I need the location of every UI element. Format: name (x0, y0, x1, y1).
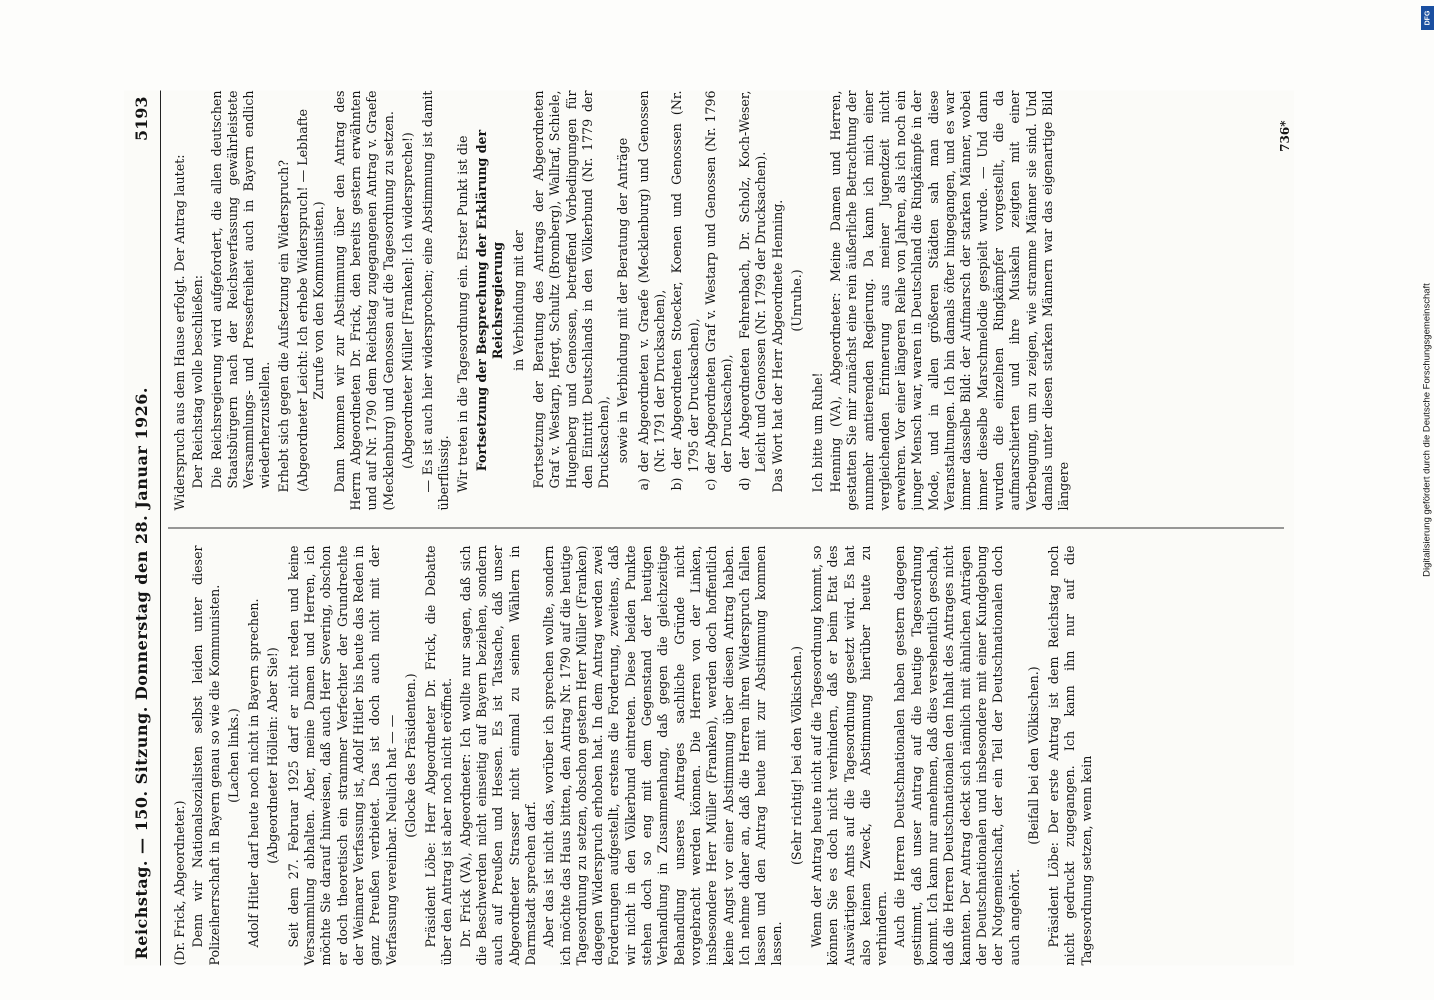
column-divider (168, 528, 1284, 529)
motion-intro: Der Reichstag wolle beschließen: (190, 274, 206, 489)
page-header (124, 91, 161, 966)
paragraph: Dann kommen wir zur Abstimmung über den Antrag des Herrn Abgeordneten Dr. Frick, den bereits gestern erwähnten und auf Nr. 1790 dem Reichstag zugegangenen Antrag v. Graefe (Mecklenburg) und Genossen auf die Tagesordnung zu setzen. (331, 90, 396, 511)
interjection: (Abgeordneter Höllein: Aber Sie!) (265, 647, 281, 864)
speaker-paragraph: Präsident Löbe: Herr Abgeordneter Dr. Frick, die Debatte über den Antrag ist aber noch nicht eröffnet. (423, 545, 455, 966)
paragraph: Wenn der Antrag heute nicht auf die Tagesordnung kommt, so können Sie es doch nicht verhindern, daß er beim Etat des Auswärtigen Amts auf die Tagesordnung gesetzt wird. Es hat also keinen Zweck, die Abstimmung hierüber heute zu verhindern. (808, 545, 890, 966)
agenda-item: Fortsetzung der Beratung des Antrags der Abgeordneten Graf v. Westarp, Hergt, Schultz (Bromberg), Wallraf, Schiele, Hugenberg und Genossen, betreffend Vorbedingungen für den Eintritt Deutschlands in den Völkerbund (Nr. 1779 der Drucksachen), (530, 90, 612, 489)
paragraph: Auch die Herren Deutschnationalen haben gestern dagegen gestimmt, daß unser Antrag auf die heutige Tagesordnung kommt. Ich kann nur annehmen, daß dies versehentlich geschah, daß die Herren Deutschnationalen den Inhalt des Antrages nicht kannten. Der Antrag deckt sich nämlich mit ähnlichen Anträgen der Deutschnationalen und insbesondere mit einer Kundgebung der Notgemeinschaft, der ein Teil der Deutschnationalen doch auch angehört. (892, 545, 1022, 966)
interjection: (Glocke des Präsidenten.) (402, 673, 418, 838)
agenda-heading: Fortsetzung der Besprechung der Erklärung der Reichsregierung (474, 129, 506, 472)
interjection: (Abgeordneter Müller [Franken]: Ich widerspreche!) (399, 132, 415, 469)
agenda-connector: sowie in Verbindung mit der Beratung der Anträge (615, 137, 631, 464)
interjection: (Abgeordneter Leicht: Ich erhebe Widerspruch! — Lebhafte Zurufe von den Kommunisten.) (295, 109, 327, 492)
paragraph: — Es ist auch hier widersprochen; eine Abstimmung ist damit überflüssig. (420, 90, 452, 511)
motion-c: c) der Abgeordneten Graf v. Westarp und Genossen (Nr. 1796 der Drucksachen), (702, 90, 735, 491)
header-title: Reichstag. — 150. Sitzung. Donnerstag den 28. Januar 1926. (132, 387, 151, 960)
paragraph: Ich bitte um Ruhe! (809, 372, 825, 493)
speaker-paragraph: Präsident Löbe: Der erste Antrag ist dem Reichstag noch nicht gedruckt zugegangen. Ich kann ihn nur auf die Tagesordnung setzen, wenn kein (1046, 545, 1094, 966)
paragraph: Aber das ist nicht das, worüber ich sprechen wollte, sondern ich möchte das Haus bitten, den Antrag Nr. 1790 auf die heutige Tagesordnung zu setzen, obschon gestern Herr Müller (Franken) dagegen Widerspruch erhoben hat. In dem Antrag werden zwei Forderungen aufgestellt, erstens die Forderung, zweitens, daß wir nicht in den Völkerbund eintreten. Diese beiden Punkte stehen doch so eng mit dem Gegenstand der heutigen Verhandlung in Zusammenhang, daß gegen die gleichzeitige Behandlung unseres Antrages sachliche Gründe nicht vorgebracht werden können. Die Herren von der Linken, insbesondere Herr Müller (Franken), werden doch hoffentlich keine Angst vor einer Abstimmung über diesen Antrag haben. Ich nehme daher an, daß die Herren ihren Widerspruch fallen lassen und den Antrag heute mit zur Abstimmung kommen lassen. (541, 545, 785, 966)
paragraph: Denn wir Nationalsozialisten selbst leiden unter dieser Polizeiherrschaft in Bayern genau so wie die Kommunisten. (190, 545, 222, 966)
speaker-continuation: (Dr. Frick, Abgeordneter.) (172, 800, 187, 966)
page-number: 5193 (132, 96, 151, 142)
speaker-paragraph: Dr. Frick (VA), Abgeordneter: Ich wollte nur sagen, daß sich die Beschwerden nicht einseitig auf Bayern beziehen, sondern auch auf Preußen und Hessen. Es ist Tatsache, daß unser Abgeordneter Strasser nicht einmal zu seinen Wählern in Darmstadt sprechen darf. (457, 545, 538, 966)
speaker-paragraph: Henning (VA), Abgeordneter: Meine Damen und Herren, gestatten Sie mir zunächst eine rein äußerliche Betrachtung der nunmehr amtierenden Regierung. Da kann ich mich einer vergleichenden Erinnerung aus meiner Jugendzeit nicht erwehren. Vor einer längeren Reihe von Jahren, als ich noch ein junger Mensch war, waren in Deutschland die Ringkämpfe in der Mode, und in allen größeren Städten sah man diese Veranstaltungen. Ich bin damals öfter hingegangen, und es war immer dasselbe Bild: der Aufmarsch der starken Männer, wobei immer dieselbe Marschmelodie gespielt wurde. — Und dann wurden die einzelnen Ringkämpfer vorgestellt, die da aufmarschierten und ihre Muskeln zeigten mit einer Verbeugung, um zu zeigen, wie stramme Männer sie sind. Und damals unter diesen starken Männern war das eigenartige Bild längere (827, 90, 1072, 511)
paragraph: Widerspruch aus dem Hause erfolgt. Der Antrag lautet: (172, 154, 187, 511)
paragraph: Das Wort hat der Herr Abgeordnete Henning. (770, 199, 786, 493)
interjection: (Sehr richtig! bei den Völkischen.) (788, 645, 804, 866)
agenda-connector: in Verbindung mit der (510, 230, 526, 371)
motion-d: d) der Abgeordneten Fehrenbach, Dr. Scholz, Koch-Weser, Leicht und Genossen (Nr. 1799 der Drucksachen). (736, 90, 768, 491)
interjection: (Beifall bei den Völkischen.) (1025, 666, 1041, 845)
credit-text: Digitalisierung gefördert durch die Deutsche Forschungsgemeinschaft (1421, 283, 1433, 577)
paragraph: Wir treten in die Tagesordnung ein. Erster Punkt ist die (454, 135, 470, 493)
right-column (172, 91, 1282, 511)
motion-text: Die Reichsregierung wird aufgefordert, die allen deutschen Staatsbürgern nach der Reichsverfassung gewährleistete Versammlungs- und Pressefreiheit auch in Bayern endlich wiederherzustellen. (208, 90, 273, 489)
interjection: (Lachen links.) (225, 708, 241, 803)
motion-b: b) der Abgeordneten Stoecker, Koenen und Genossen (Nr. 1795 der Drucksachen), (669, 90, 701, 491)
paragraph: Adolf Hitler darf heute noch nicht in Bayern sprechen. (246, 598, 262, 948)
signature-mark: 736* (1278, 120, 1292, 152)
motion-a: a) der Abgeordneten v. Graefe (Mecklenburg) und Genossen (Nr. 1791 der Drucksachen), (635, 90, 668, 491)
interjection: (Unruhe.) (789, 269, 805, 332)
paragraph: Seit dem 27. Februar 1925 darf er nicht reden und keine Versammlung abhalten. Aber, meine Damen und Herren, ich möchte Sie darauf hinweisen, daß auch Herr Severing, obschon er doch theoretisch ein strammer Verfechter der Grundrechte der Weimarer Verfassung ist, Adolf Hitler bis heute das Reden in ganz Preußen verbietet. Das ist doch auch nicht mit der Verfassung vereinbar. Neulich hat — — (285, 545, 399, 966)
rotated-page (124, 91, 1294, 966)
paragraph: Erhebt sich gegen die Aufsetzung ein Widerspruch? (275, 160, 291, 493)
left-column (172, 546, 1282, 966)
digitization-credit (1420, 30, 1434, 830)
dfg-logo: DFG (1421, 6, 1434, 30)
